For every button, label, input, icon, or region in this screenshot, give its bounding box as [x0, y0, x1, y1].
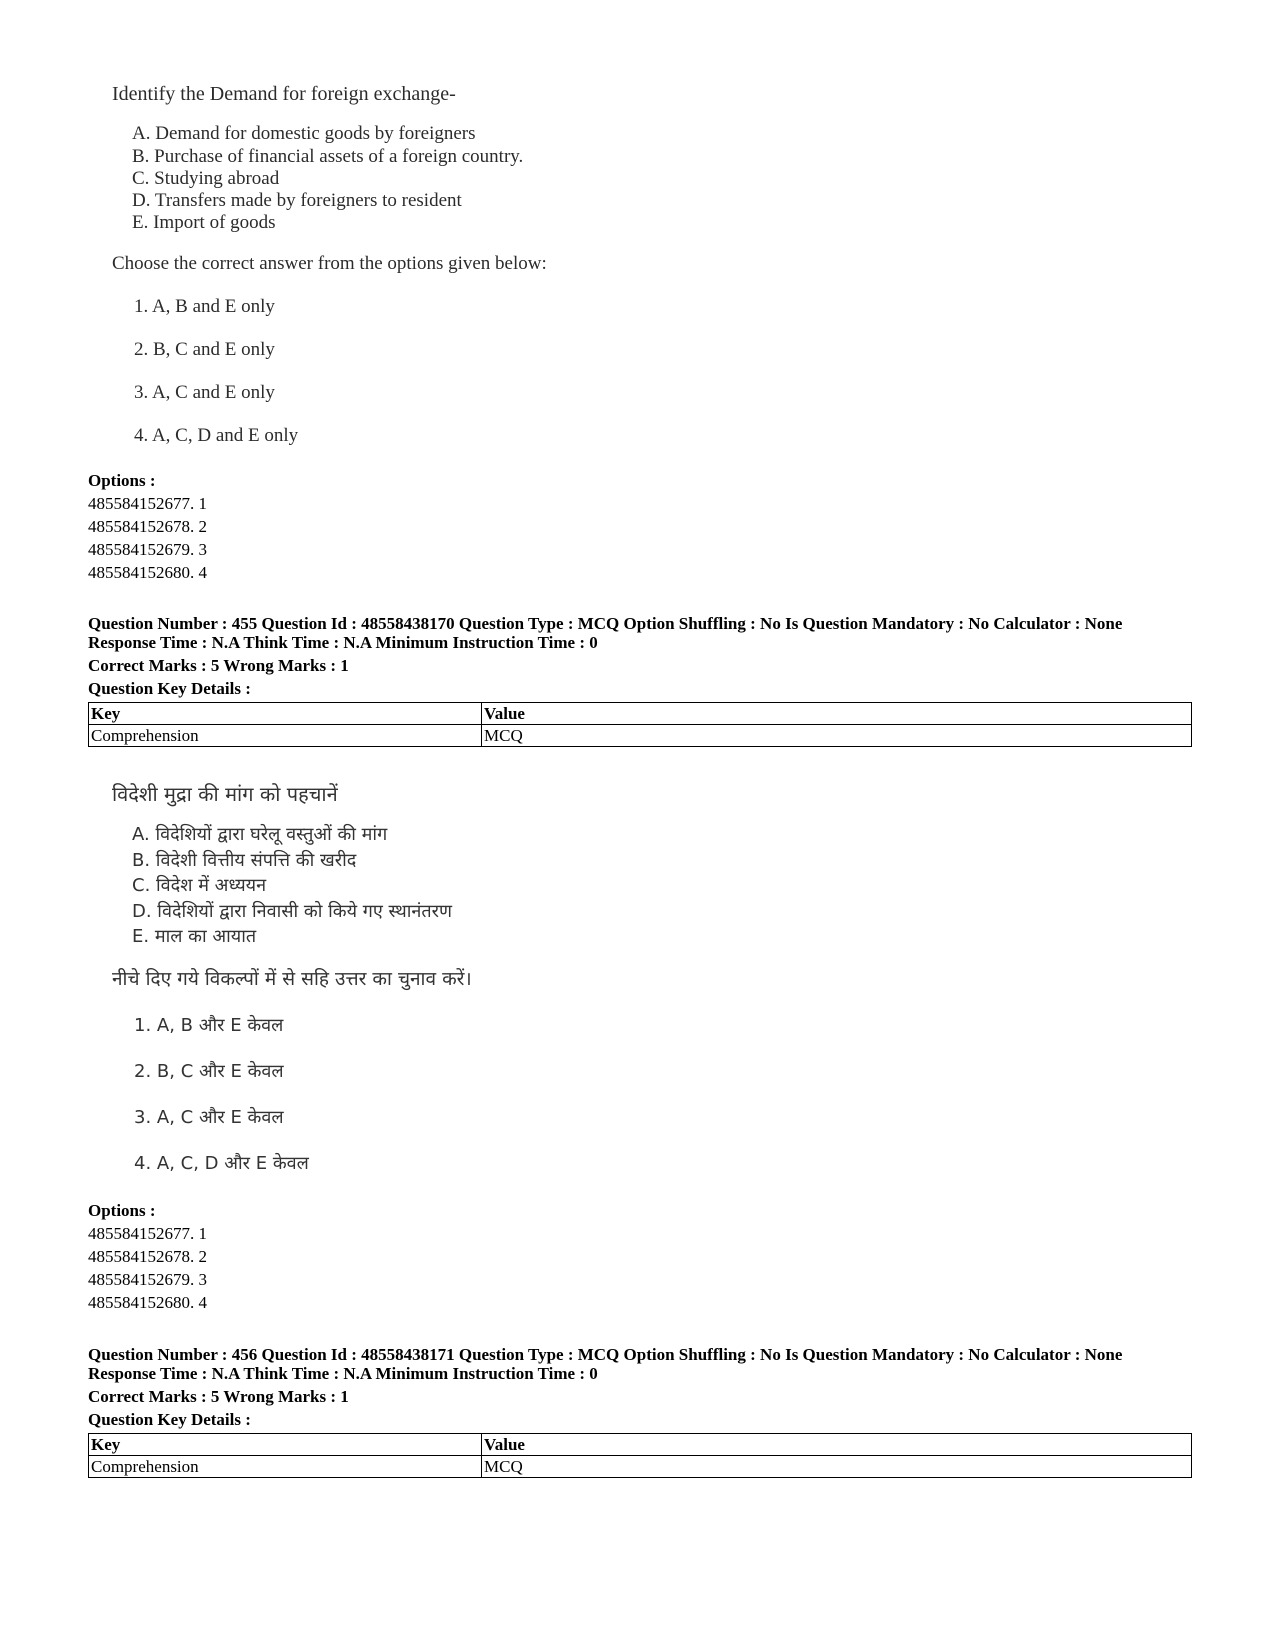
option-item: 485584152679. 3: [88, 540, 207, 559]
option-item: 485584152680. 4: [88, 563, 207, 582]
cell-value: MCQ: [482, 725, 1192, 747]
choice-4-hindi: 4. A, C, D और E केवल: [134, 1153, 309, 1174]
choice-4: 4. A, C, D and E only: [134, 425, 299, 446]
question-meta-455: [88, 614, 1198, 704]
question-stem-hindi: विदेशी मुद्रा की मांग को पहचानें: [112, 782, 338, 806]
table-row: [89, 725, 1192, 747]
choice-2: 2. B, C and E only: [134, 339, 275, 360]
table-header-row: [89, 1434, 1192, 1456]
options-label: Options :: [88, 1201, 156, 1220]
question-meta-line2: Response Time : N.A Think Time : N.A Minimum Instruction Time : 0: [88, 633, 598, 652]
statement-a: A. Demand for domestic goods by foreigners: [132, 123, 476, 144]
statement-e-hindi: E. माल का आयात: [132, 926, 257, 947]
option-item: 485584152680. 4: [88, 1293, 207, 1312]
statement-c-hindi: C. विदेश में अध्ययन: [132, 875, 267, 896]
option-item: 485584152678. 2: [88, 517, 207, 536]
statement-b: B. Purchase of financial assets of a foreign country.: [132, 146, 524, 167]
statement-d: D. Transfers made by foreigners to resident: [132, 190, 462, 211]
option-item: 485584152678. 2: [88, 1247, 207, 1266]
question-stem: Identify the Demand for foreign exchange-: [112, 83, 456, 105]
choice-2-hindi: 2. B, C और E केवल: [134, 1061, 284, 1082]
question-meta-line1: Question Number : 455 Question Id : 48558438170 Question Type : MCQ Option Shuffling : No Is Question Mandatory : No Calculator : None: [88, 614, 1123, 633]
statement-d-hindi: D. विदेशियों द्वारा निवासी को किये गए स्थानंतरण: [132, 901, 452, 922]
key-details-table-456: [88, 1433, 1192, 1478]
header-key: Key: [89, 703, 482, 725]
key-details-table-455: [88, 702, 1192, 747]
statement-a-hindi: A. विदेशियों द्वारा घरेलू वस्तुओं की मांग: [132, 824, 388, 845]
question-image-english: [112, 0, 712, 470]
choice-3: 3. A, C and E only: [134, 382, 275, 403]
cell-key: Comprehension: [89, 725, 482, 747]
choice-1: 1. A, B and E only: [134, 296, 275, 317]
header-value: Value: [482, 1434, 1192, 1456]
options-label: Options :: [88, 471, 156, 490]
choice-1-hindi: 1. A, B और E केवल: [134, 1015, 284, 1036]
table-row: [89, 1456, 1192, 1478]
statement-e: E. Import of goods: [132, 212, 276, 233]
header-key: Key: [89, 1434, 482, 1456]
marks-line: Correct Marks : 5 Wrong Marks : 1: [88, 1387, 349, 1406]
question-meta-456: [88, 1345, 1198, 1435]
instruction: Choose the correct answer from the options given below:: [112, 253, 547, 274]
key-details-label: Question Key Details :: [88, 1410, 251, 1429]
statement-b-hindi: B. विदेशी वित्तीय संपत्ति की खरीद: [132, 850, 357, 871]
header-value: Value: [482, 703, 1192, 725]
instruction-hindi: नीचे दिए गये विकल्पों में से सहि उत्तर का चुनाव करें।: [112, 968, 472, 990]
cell-key: Comprehension: [89, 1456, 482, 1478]
option-item: 485584152677. 1: [88, 1224, 207, 1243]
cell-value: MCQ: [482, 1456, 1192, 1478]
table-header-row: [89, 703, 1192, 725]
options-list-1: [88, 471, 488, 591]
option-item: 485584152679. 3: [88, 1270, 207, 1289]
question-meta-line1: Question Number : 456 Question Id : 48558438171 Question Type : MCQ Option Shuffling : No Is Question Mandatory : No Calculator : None: [88, 1345, 1123, 1364]
choice-3-hindi: 3. A, C और E केवल: [134, 1107, 284, 1128]
statement-c: C. Studying abroad: [132, 168, 280, 189]
key-details-label: Question Key Details :: [88, 679, 251, 698]
question-meta-line2: Response Time : N.A Think Time : N.A Minimum Instruction Time : 0: [88, 1364, 598, 1383]
options-list-2: [88, 1201, 488, 1321]
marks-line: Correct Marks : 5 Wrong Marks : 1: [88, 656, 349, 675]
question-image-hindi: [112, 770, 712, 1190]
option-item: 485584152677. 1: [88, 494, 207, 513]
